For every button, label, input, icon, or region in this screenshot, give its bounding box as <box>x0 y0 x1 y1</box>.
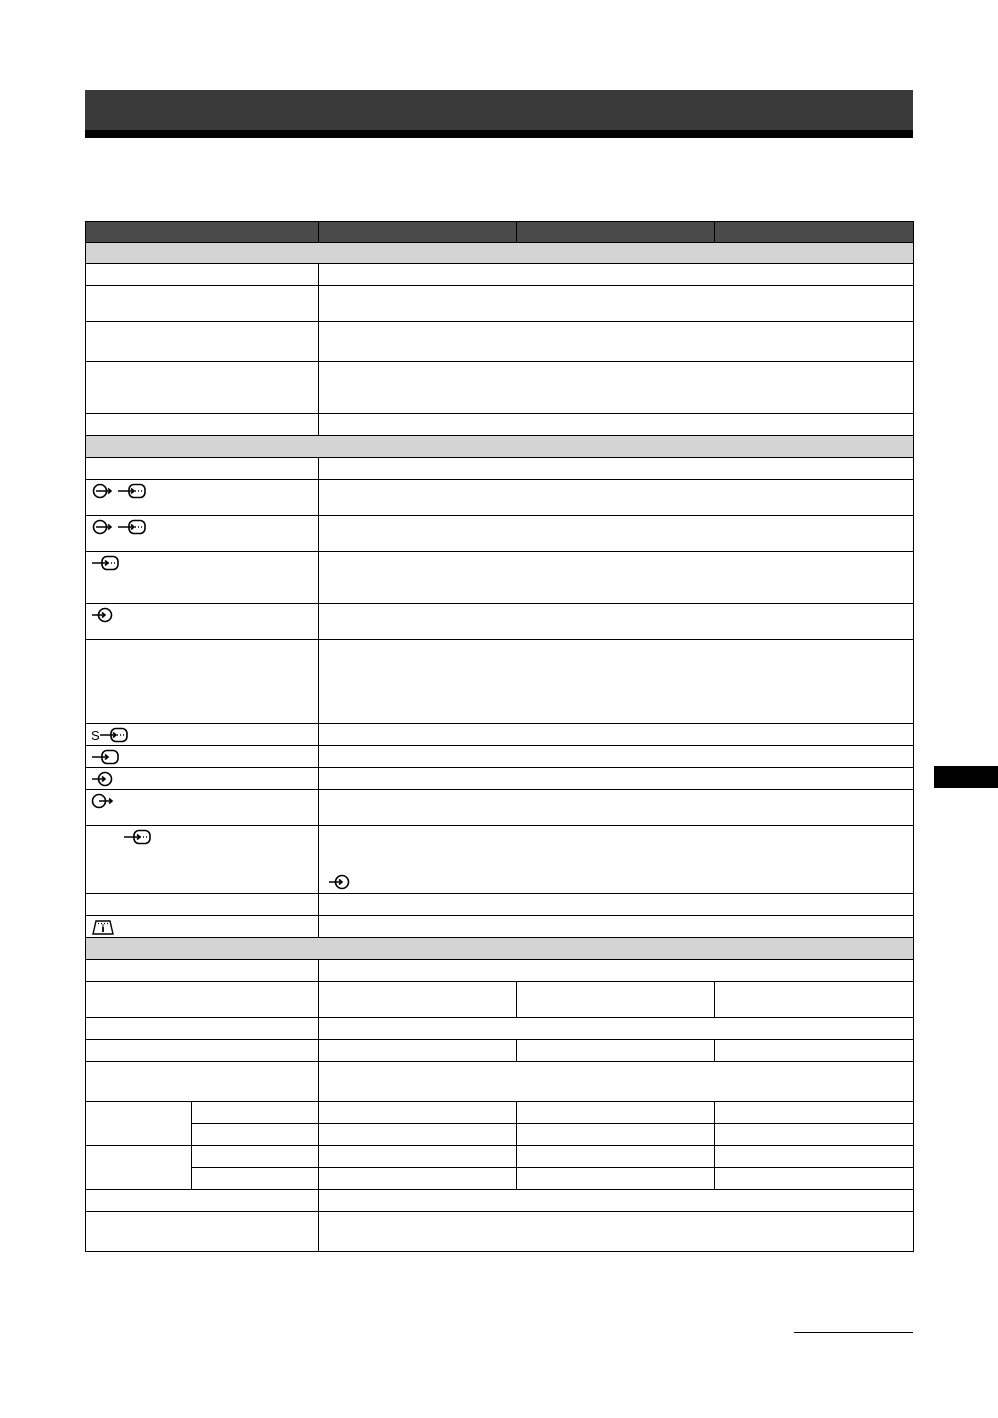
table-row <box>86 1124 914 1146</box>
table-row <box>86 1168 914 1190</box>
info-icon <box>90 919 116 935</box>
table-row <box>86 768 914 790</box>
audio-in-icon <box>90 771 116 787</box>
column-header <box>715 222 914 243</box>
table-row <box>86 480 914 516</box>
table-row <box>86 724 914 746</box>
table-row <box>86 916 914 938</box>
video-in-icon <box>90 555 120 571</box>
s-video-in-icon <box>90 727 128 743</box>
table-row <box>86 362 914 414</box>
table-row <box>86 1040 914 1062</box>
table-row <box>86 894 914 916</box>
table-row <box>86 826 914 894</box>
table-row <box>86 1146 914 1168</box>
table-row <box>86 1062 914 1102</box>
audio-in-icon <box>90 607 116 623</box>
table-row <box>86 414 914 436</box>
table-row <box>86 1102 914 1124</box>
section-row <box>86 938 914 960</box>
column-header <box>517 222 715 243</box>
scart-in-out-icon <box>90 519 152 535</box>
section-tab-marker <box>934 766 998 788</box>
specifications-table <box>85 221 914 1252</box>
table-row <box>86 458 914 480</box>
component-in-icon <box>90 749 120 765</box>
page-title-bar <box>85 90 913 138</box>
column-header <box>319 222 517 243</box>
table-row <box>86 286 914 322</box>
column-header <box>86 222 319 243</box>
table-row <box>86 1212 914 1252</box>
section-row <box>86 243 914 264</box>
table-row <box>86 790 914 826</box>
table-header-row <box>86 222 914 243</box>
table-row <box>86 516 914 552</box>
pc-in-icon <box>90 829 152 845</box>
scart-in-out-icon <box>90 483 152 499</box>
table-row <box>86 1018 914 1040</box>
headphone-out-icon <box>90 793 116 809</box>
audio-in-icon <box>327 874 353 890</box>
svg-text:S: S <box>91 728 100 743</box>
table-row <box>86 552 914 604</box>
table-row <box>86 640 914 724</box>
table-row <box>86 604 914 640</box>
table-row <box>86 1190 914 1212</box>
continued-rule <box>794 1332 913 1333</box>
table-row <box>86 746 914 768</box>
table-row <box>86 264 914 286</box>
section-row <box>86 436 914 458</box>
table-row <box>86 960 914 982</box>
table-row <box>86 322 914 362</box>
page-title <box>85 100 97 120</box>
table-row <box>86 982 914 1018</box>
